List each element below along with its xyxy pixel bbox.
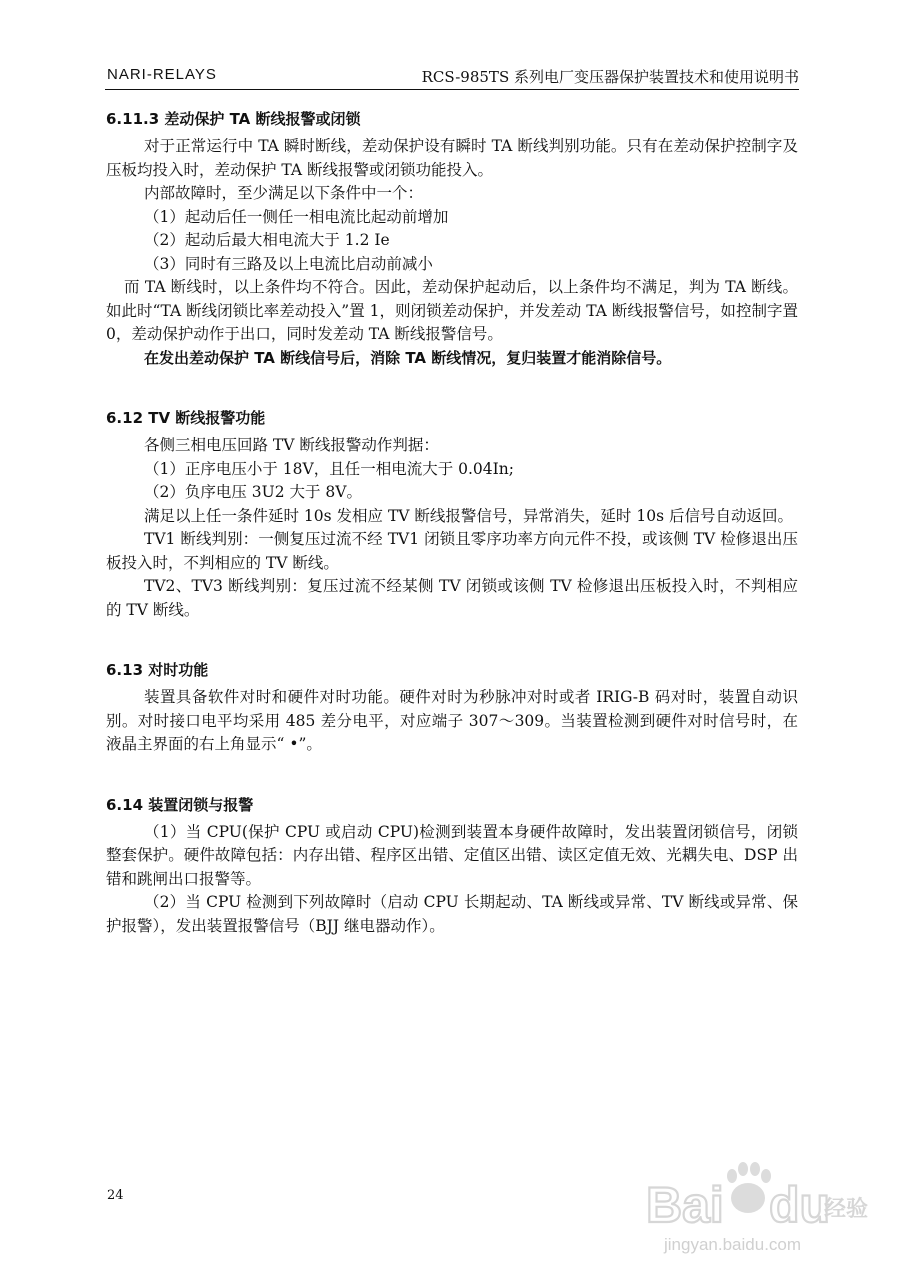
section-title-6-13: 6.13 对时功能 bbox=[106, 661, 209, 679]
section-6-14-para-2: （2）当 CPU 检测到下列故障时（启动 CPU 长期起动、TA 断线或异常、TV 断线或异常、保护报警），发出装置报警信号（BJJ 继电器动作）。 bbox=[106, 893, 798, 935]
baidu-logo-text: Bai bbox=[646, 1177, 724, 1233]
section-6-11-3-para-1: 对于正常运行中 TA 瞬时断线，差动保护设有瞬时 TA 断线判别功能。只有在差动保护控制字及压板均投入时，差动保护 TA 断线报警或闭锁功能投入。 bbox=[106, 137, 798, 179]
section-6-12-para-3: TV1 断线判别：一侧复压过流不经 TV1 闭锁且零序功率方向元件不投，或该侧 TV 检修退出压板投入时，不判相应的 TV 断线。 bbox=[106, 530, 798, 572]
section-6-11-3-para-2: 内部故障时，至少满足以下条件中一个： bbox=[144, 184, 424, 202]
jingyan-logo-text: 经验 bbox=[824, 1197, 869, 1222]
section-6-13-para-1: 装置具备软件对时和硬件对时功能。硬件对时为秒脉冲对时或者 IRIG-B 码对时，装置自动识别。对时接口电平均采用 485 差分电平，对应端子 307～309。当装置检测到硬件对时信号时，在液晶主界面的右上角显示“ •”。 bbox=[106, 688, 798, 753]
section-6-11-3-para-3: 而 TA 断线时，以上条件均不符合。因此，差动保护起动后，以上条件均不满足，判为 TA 断线。如此时“TA 断线闭锁比率差动投入”置 1，则闭锁差动保护，并发差动 TA 断线报警信号，如控制字置 0，差动保护动作于出口，同时发差动 TA 断线报警信号。 bbox=[106, 278, 798, 343]
paw-logo-icon bbox=[727, 1162, 771, 1213]
criterion-2: （2）负序电压 3U2 大于 8V。 bbox=[144, 483, 362, 501]
header-brand: NARI-RELAYS bbox=[107, 66, 217, 83]
condition-1: （1）起动后任一侧任一相电流比起动前增加 bbox=[144, 207, 449, 226]
criterion-1: （1）正序电压小于 18V，且任一相电流大于 0.04In; bbox=[144, 459, 514, 478]
section-title-6-12: 6.12 TV 断线报警功能 bbox=[106, 409, 266, 427]
baidu-logo-text-du: du bbox=[769, 1177, 831, 1233]
section-6-12-para-2: 满足以上任一条件延时 10s 发相应 TV 断线报警信号，异常消失，延时 10s 后信号自动返回。 bbox=[144, 506, 793, 525]
section-title-6-11-3: 6.11.3 差动保护 TA 断线报警或闭锁 bbox=[106, 110, 361, 128]
section-6-12-para-4: TV2、TV3 断线判别：复压过流不经某侧 TV 闭锁或该侧 TV 检修退出压板投入时，不判相应的 TV 断线。 bbox=[106, 577, 798, 619]
section-6-12-para-1: 各侧三相电压回路 TV 断线报警动作判据： bbox=[144, 436, 439, 454]
section-6-11-3-bold-note: 在发出差动保护 TA 断线信号后，消除 TA 断线情况，复归装置才能消除信号。 bbox=[144, 348, 672, 367]
page-number: 24 bbox=[107, 1188, 124, 1203]
section-6-14-para-1: （1）当 CPU(保护 CPU 或启动 CPU)检测到装置本身硬件故障时，发出装置闭锁信号，闭锁整套保护。硬件故障包括：内存出错、程序区出错、定值区出错、读区定值无效、光耦失电、DSP 出错和跳闸出口报警等。 bbox=[106, 822, 798, 888]
page-body bbox=[106, 108, 798, 938]
condition-3: （3）同时有三路及以上电流比启动前减小 bbox=[144, 254, 433, 273]
baidu-jingyan-watermark bbox=[646, 1160, 869, 1260]
header-document-title: RCS-985TS 系列电厂变压器保护装置技术和使用说明书 bbox=[421, 68, 799, 86]
condition-2: （2）起动后最大相电流大于 1.2 Ie bbox=[144, 231, 390, 249]
header-rule bbox=[105, 89, 799, 90]
watermark-url: jingyan.baidu.com bbox=[664, 1235, 802, 1254]
section-title-6-14: 6.14 装置闭锁与报警 bbox=[106, 795, 254, 814]
